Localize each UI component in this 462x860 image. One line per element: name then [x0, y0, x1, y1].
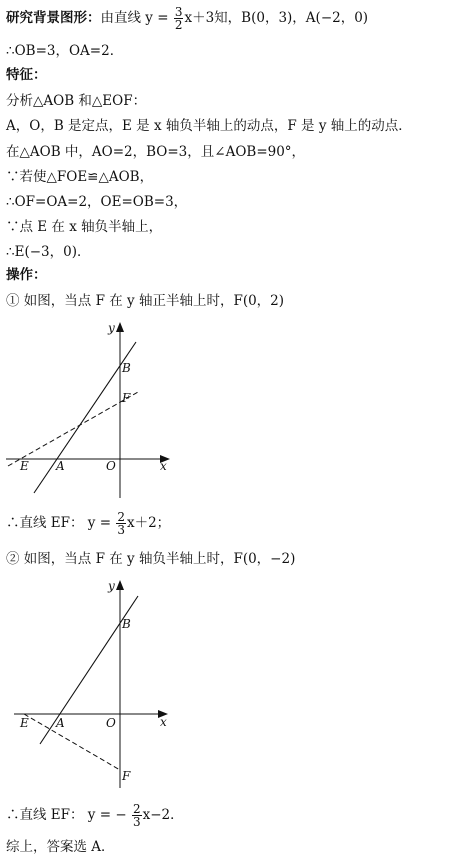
fraction-3-over-2	[174, 6, 184, 31]
label-y: y	[108, 321, 115, 335]
line-ef-result1	[6, 511, 170, 536]
label-f: F	[122, 769, 131, 783]
line-e-coord: ∴E(−3，0)．	[6, 244, 91, 260]
fraction-denominator: 3	[132, 815, 141, 829]
fraction-numerator: 3	[174, 5, 183, 19]
label-x: x	[160, 459, 167, 473]
label-e: E	[20, 459, 29, 473]
label-e: E	[20, 716, 29, 730]
result2-start: ∴直线 EF： y = −	[6, 807, 127, 823]
label-o: O	[106, 459, 116, 473]
label-f: F	[122, 391, 131, 405]
line-e-on-axis: ∵点 E 在 x 轴负半轴上，	[6, 219, 163, 235]
label-a: A	[56, 459, 65, 473]
y-axis-arrow-icon	[116, 580, 124, 590]
line-points: A，O，B 是定点，E 是 x 轴负半轴上的动点，F 是 y 轴上的动点．	[6, 118, 412, 134]
line-ef-result2	[6, 803, 184, 828]
line-ob-oa: ∴OB=3，OA=2．	[6, 43, 124, 59]
label-a: A	[56, 716, 65, 730]
line-analyze: 分析△AOB 和△EOF：	[6, 93, 147, 109]
line-triangle-aob: 在△AOB 中，AO=2，BO=3，且∠AOB=90°，	[6, 144, 306, 160]
label-x: x	[160, 715, 167, 729]
fraction-denominator: 2	[174, 18, 183, 32]
heading-operation: 操作：	[6, 267, 47, 283]
label-o: O	[106, 716, 116, 730]
line-intro	[6, 6, 368, 31]
heading-background: 研究背景图形：	[6, 10, 101, 26]
label-y: y	[108, 579, 115, 593]
line-of-oe: ∴OF=OA=2，OE=OB=3，	[6, 194, 188, 210]
figure-case1	[0, 318, 200, 500]
line-case2: ② 如图，当点 F 在 y 轴负半轴上时，F(0，−2)	[6, 551, 296, 567]
intro-equation-start: 由直线 y =	[100, 10, 169, 26]
result1-start: ∴直线 EF： y =	[6, 515, 112, 531]
line-conclusion: 综上，答案选 A．	[6, 839, 115, 855]
intro-equation-end: x＋3知，B(0，3)，A(−2，0)	[184, 10, 369, 26]
y-axis-arrow-icon	[116, 322, 124, 332]
line-ab	[34, 342, 136, 493]
result1-end: x＋2；	[126, 515, 171, 531]
label-b: B	[122, 361, 131, 375]
line-ef-dashed	[8, 392, 138, 466]
fraction-numerator: 2	[132, 802, 141, 816]
fraction-2-over-3	[132, 803, 142, 828]
figure-case2	[0, 574, 200, 790]
fraction-denominator: 3	[117, 523, 125, 537]
heading-features: 特征：	[6, 67, 47, 83]
line-congruent: ∵若使△FOE≌△AOB，	[6, 169, 154, 185]
line-case1: ① 如图，当点 F 在 y 轴正半轴上时，F(0，2)	[6, 293, 285, 309]
label-b: B	[122, 617, 131, 631]
result2-end: x−2．	[142, 807, 184, 823]
fraction-numerator: 2	[117, 510, 125, 524]
fraction-2-over-3	[116, 511, 126, 536]
